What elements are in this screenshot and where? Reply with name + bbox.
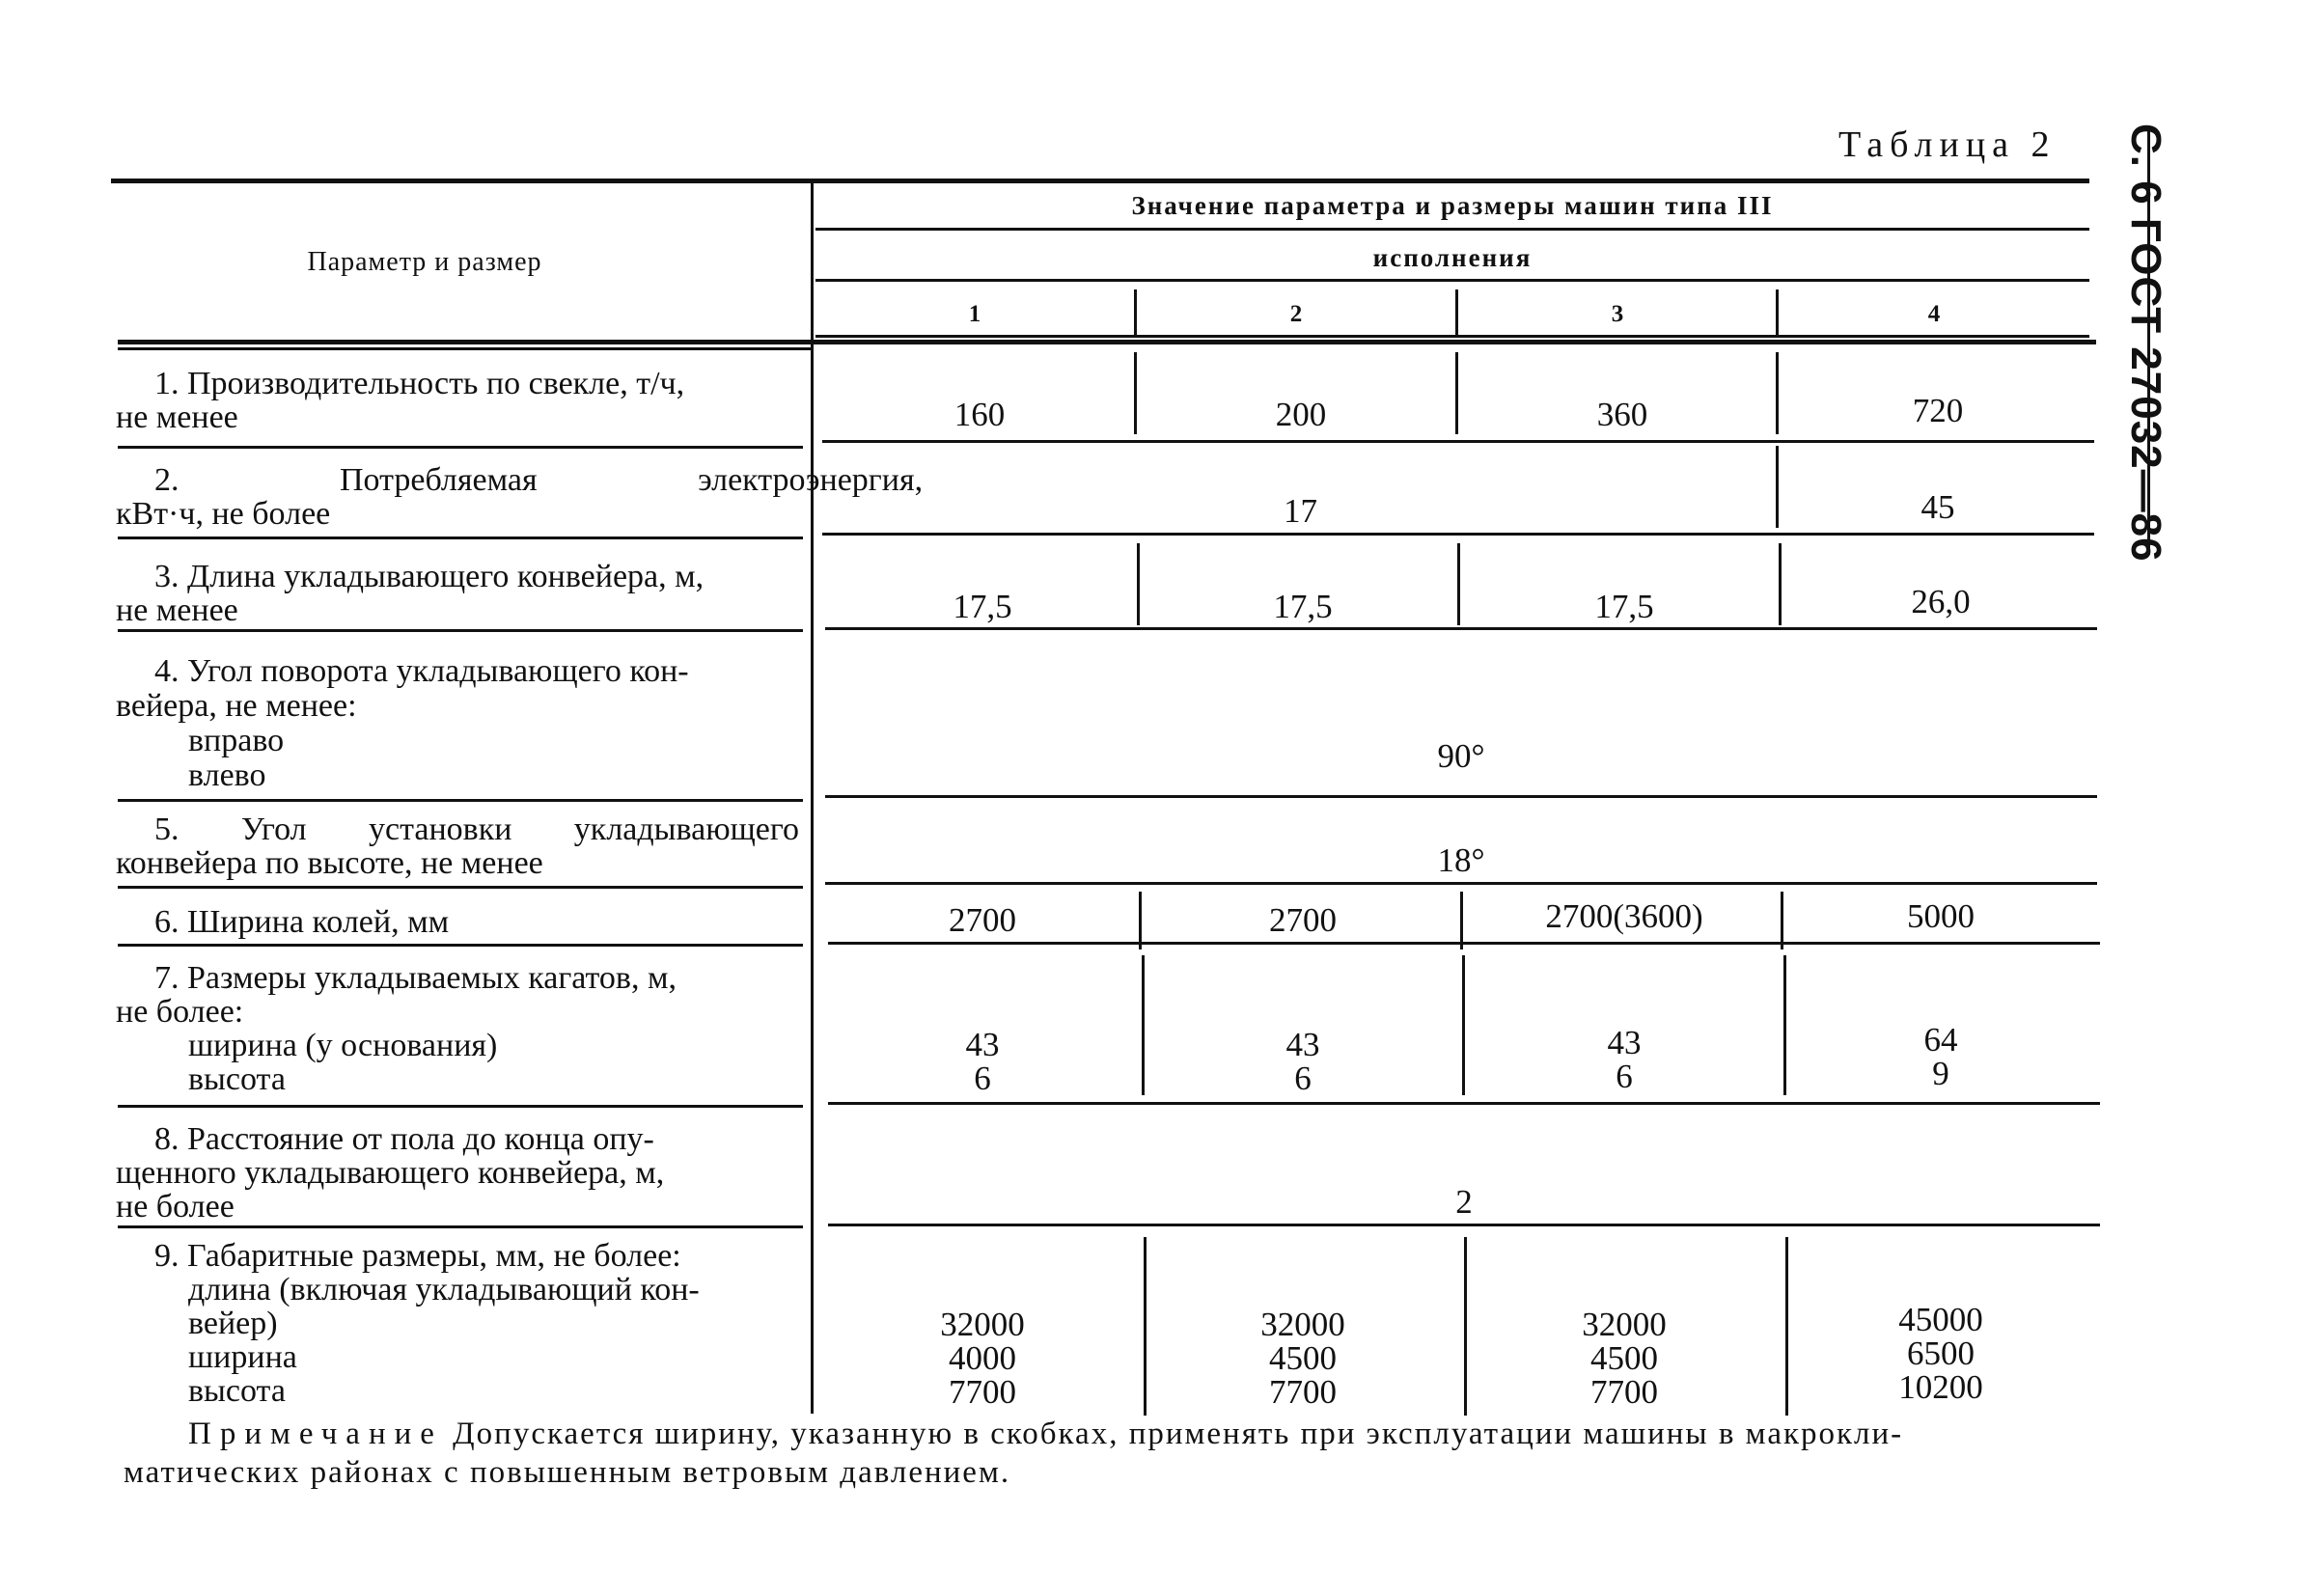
row9-line5: высота xyxy=(188,1373,286,1409)
row7-val-1a: 43 xyxy=(965,1026,1000,1063)
row6-val-2: 2700 xyxy=(1269,901,1337,939)
row9-val-2b: 4500 xyxy=(1269,1339,1337,1377)
header-col-4: 4 xyxy=(1927,301,1941,327)
note-text1: Допускается ширину, указанную в скобках, применять при эксплуатации машины в макрокли- xyxy=(453,1417,1904,1451)
header-sub: исполнения xyxy=(1372,243,1533,272)
row1-val-3: 360 xyxy=(1596,396,1648,433)
row4-line3: вправо xyxy=(188,723,285,758)
row7-val-1b: 6 xyxy=(974,1059,991,1097)
row7-val-3a: 43 xyxy=(1607,1024,1642,1061)
header-param-col: Параметр и размер xyxy=(307,247,542,277)
row8-val: 2 xyxy=(1455,1183,1473,1221)
row1-val-4: 720 xyxy=(1912,392,1964,429)
row7-line1: 7. Размеры укладываемых кагатов, м, xyxy=(154,960,677,996)
row1-val-2: 200 xyxy=(1275,396,1327,433)
note-line1 xyxy=(188,1417,1903,1452)
row1-val-1: 160 xyxy=(953,396,1006,433)
row2-val-4: 45 xyxy=(1920,488,1955,526)
row4-line4: влево xyxy=(188,757,266,793)
row9-val-1a: 32000 xyxy=(940,1306,1025,1343)
row9-line1: 9. Габаритные размеры, мм, не более: xyxy=(154,1238,681,1274)
row3-line1: 3. Длина укладывающего конвейера, м, xyxy=(154,559,705,594)
row7-val-3b: 6 xyxy=(1616,1058,1633,1095)
row6-val-4: 5000 xyxy=(1907,897,1975,935)
row8-line1: 8. Расстояние от пола до конца опу- xyxy=(154,1121,654,1157)
row1-line1: 1. Производительность по свекле, т/ч, xyxy=(154,366,685,401)
note-line2: матических районах с повышенным ветровым давлением. xyxy=(124,1455,1011,1490)
row9-val-3c: 7700 xyxy=(1590,1373,1658,1411)
row7-val-2b: 6 xyxy=(1294,1059,1312,1097)
row4-val: 90° xyxy=(1437,737,1485,775)
row3-line2: не менее xyxy=(116,592,238,628)
row8-line3: не более xyxy=(116,1189,235,1225)
row7-line3: ширина (у основания) xyxy=(188,1028,498,1063)
row5-line1: 5. Угол установки укладывающего xyxy=(154,812,799,847)
row9-val-3b: 4500 xyxy=(1590,1339,1658,1377)
row6-val-1: 2700 xyxy=(949,901,1016,939)
row5-line2: конвейера по высоте, не менее xyxy=(116,845,543,881)
side-label: С. 6 ГОСТ 27032—86 xyxy=(2122,124,2169,563)
table-caption: Таблица 2 xyxy=(1838,124,2057,165)
row4-line2: вейера, не менее: xyxy=(116,688,357,724)
row2-line1: 2. Потребляемая электроэнергия, xyxy=(154,462,924,498)
row9-val-3a: 32000 xyxy=(1582,1306,1667,1343)
header-group: Значение параметра и размеры машин типа III xyxy=(1131,191,1774,220)
row9-line4: ширина xyxy=(188,1339,297,1375)
row9-val-1b: 4000 xyxy=(949,1339,1016,1377)
row9-line2: длина (включая укладывающий кон- xyxy=(188,1272,700,1307)
row3-val-3: 17,5 xyxy=(1594,588,1654,625)
row1-line2: не менее xyxy=(116,399,238,435)
row9-val-2a: 32000 xyxy=(1260,1306,1345,1343)
row9-line3: вейер) xyxy=(188,1306,278,1341)
row9-val-4a: 45000 xyxy=(1898,1301,1983,1338)
row7-line4: высота xyxy=(188,1061,286,1097)
note-label: Примечание xyxy=(188,1417,443,1451)
row2-line1a xyxy=(154,463,923,497)
row9-val-4c: 10200 xyxy=(1898,1368,1983,1406)
row5-val: 18° xyxy=(1437,841,1485,879)
row7-val-2a: 43 xyxy=(1285,1026,1320,1063)
row9-val-2c: 7700 xyxy=(1269,1373,1337,1411)
row3-val-1: 17,5 xyxy=(953,588,1012,625)
header-col-1: 1 xyxy=(968,301,981,327)
row6-val-3: 2700(3600) xyxy=(1545,897,1703,935)
row4-line1: 4. Угол поворота укладывающего кон- xyxy=(154,653,689,689)
row8-line2: щенного укладывающего конвейера, м, xyxy=(116,1155,665,1191)
side-label-box xyxy=(2122,124,2208,563)
row9-val-1c: 7700 xyxy=(949,1373,1016,1411)
row7-line2: не более: xyxy=(116,994,244,1030)
row2-val-1-3: 17 xyxy=(1284,492,1317,530)
header-col-2: 2 xyxy=(1289,301,1303,327)
row3-val-4: 26,0 xyxy=(1911,583,1971,620)
row7-val-4b: 9 xyxy=(1932,1055,1949,1092)
row7-val-4a: 64 xyxy=(1923,1021,1958,1059)
row6-line1: 6. Ширина колей, мм xyxy=(154,904,450,940)
row2-line2: кВт·ч, не более xyxy=(116,496,331,532)
row9-val-4b: 6500 xyxy=(1907,1335,1975,1372)
row3-val-2: 17,5 xyxy=(1273,588,1333,625)
header-col-3: 3 xyxy=(1611,301,1624,327)
